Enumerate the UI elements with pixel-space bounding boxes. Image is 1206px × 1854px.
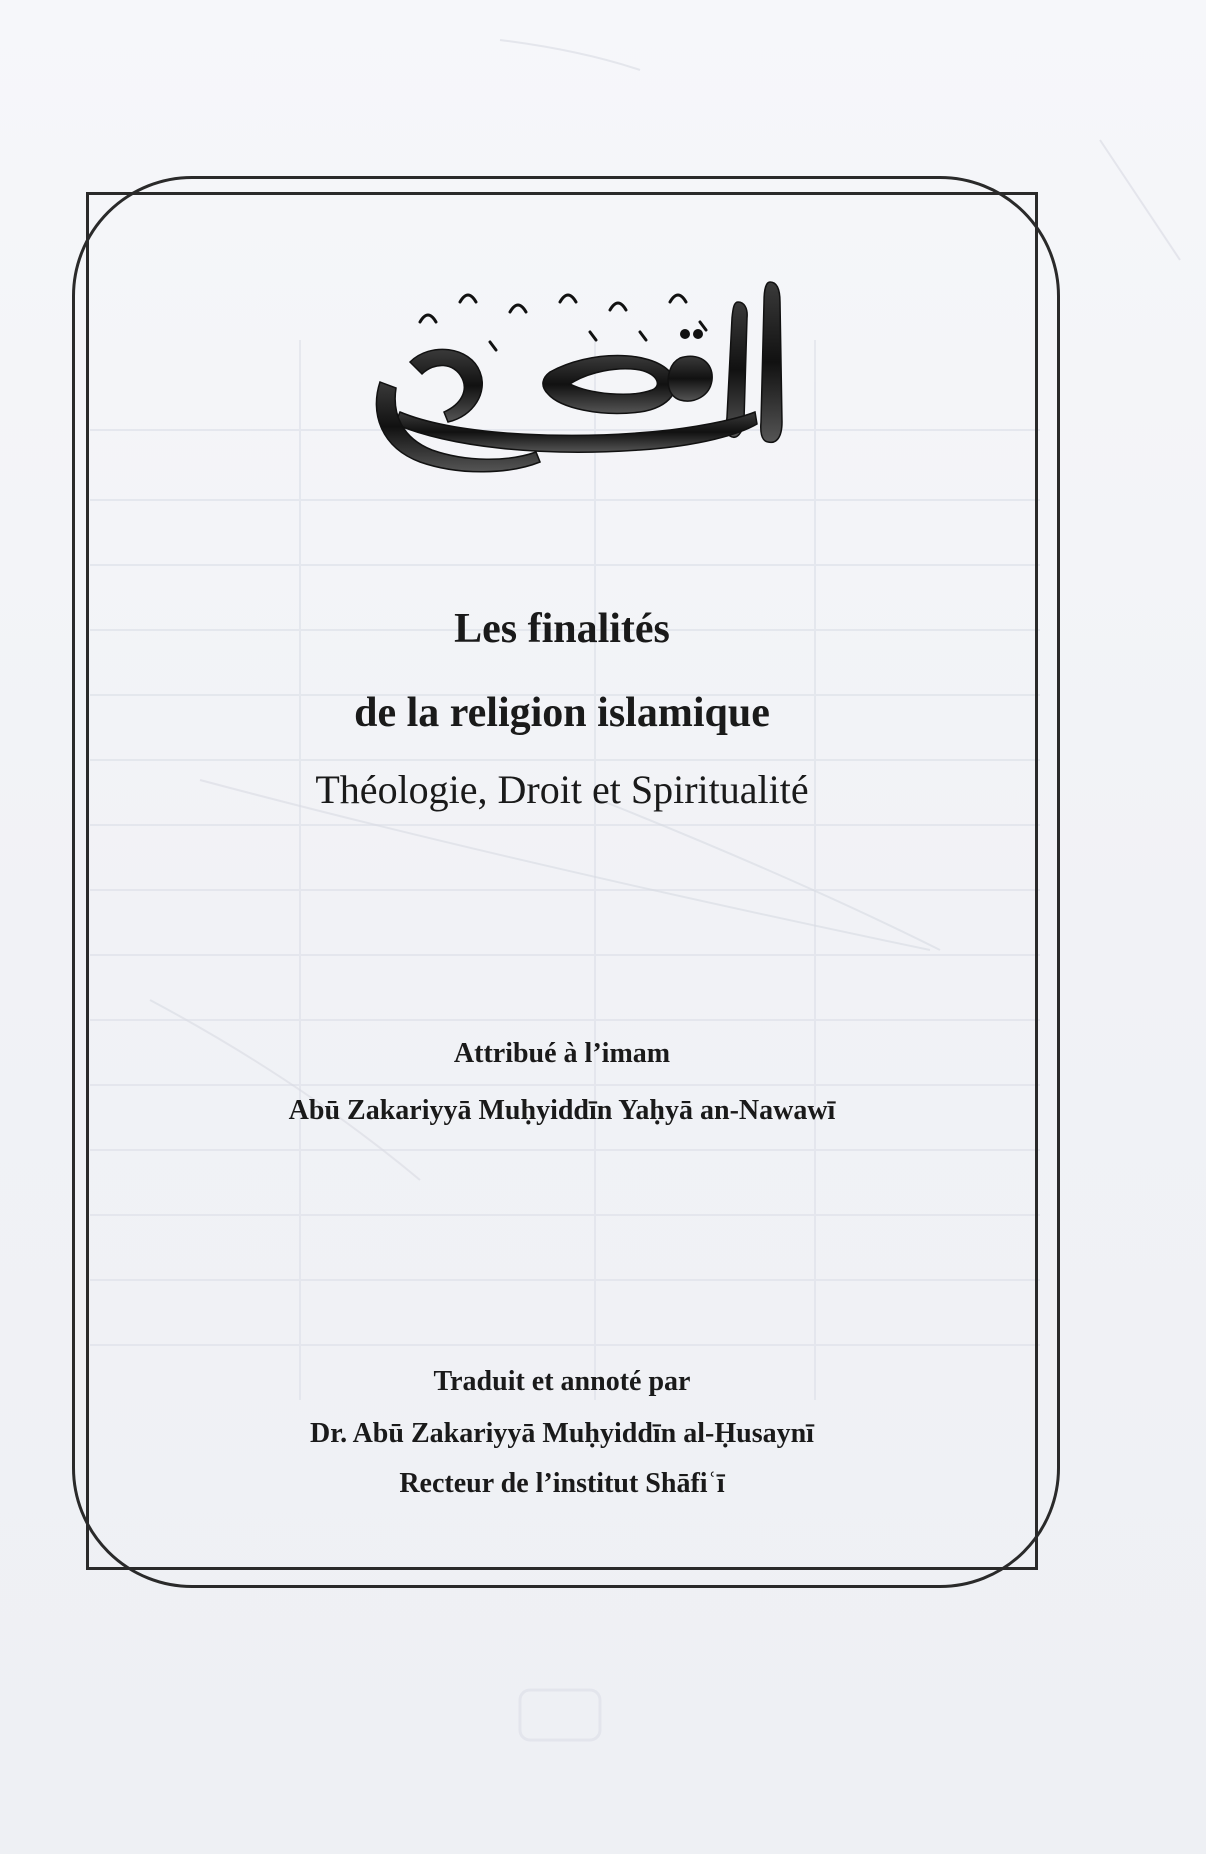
title-line-1: Les finalités: [454, 606, 670, 652]
author-name: Abū Zakariyyā Muḥyiddīn Yaḥyā an-Nawawī: [288, 1095, 836, 1126]
translator-name: Dr. Abū Zakariyyā Muḥyiddīn al-Ḥusaynī: [310, 1418, 814, 1449]
subtitle: Théologie, Droit et Spiritualité: [315, 767, 809, 812]
attribution-label: Attribué à l’imam: [453, 1038, 671, 1069]
translator-role: Recteur de l’institut Shāfiʿī: [399, 1468, 725, 1499]
arabic-calligraphy-icon: [340, 262, 810, 482]
translation-label: Traduit et annoté par: [433, 1366, 691, 1397]
title-line-2: de la religion islamique: [354, 690, 770, 736]
